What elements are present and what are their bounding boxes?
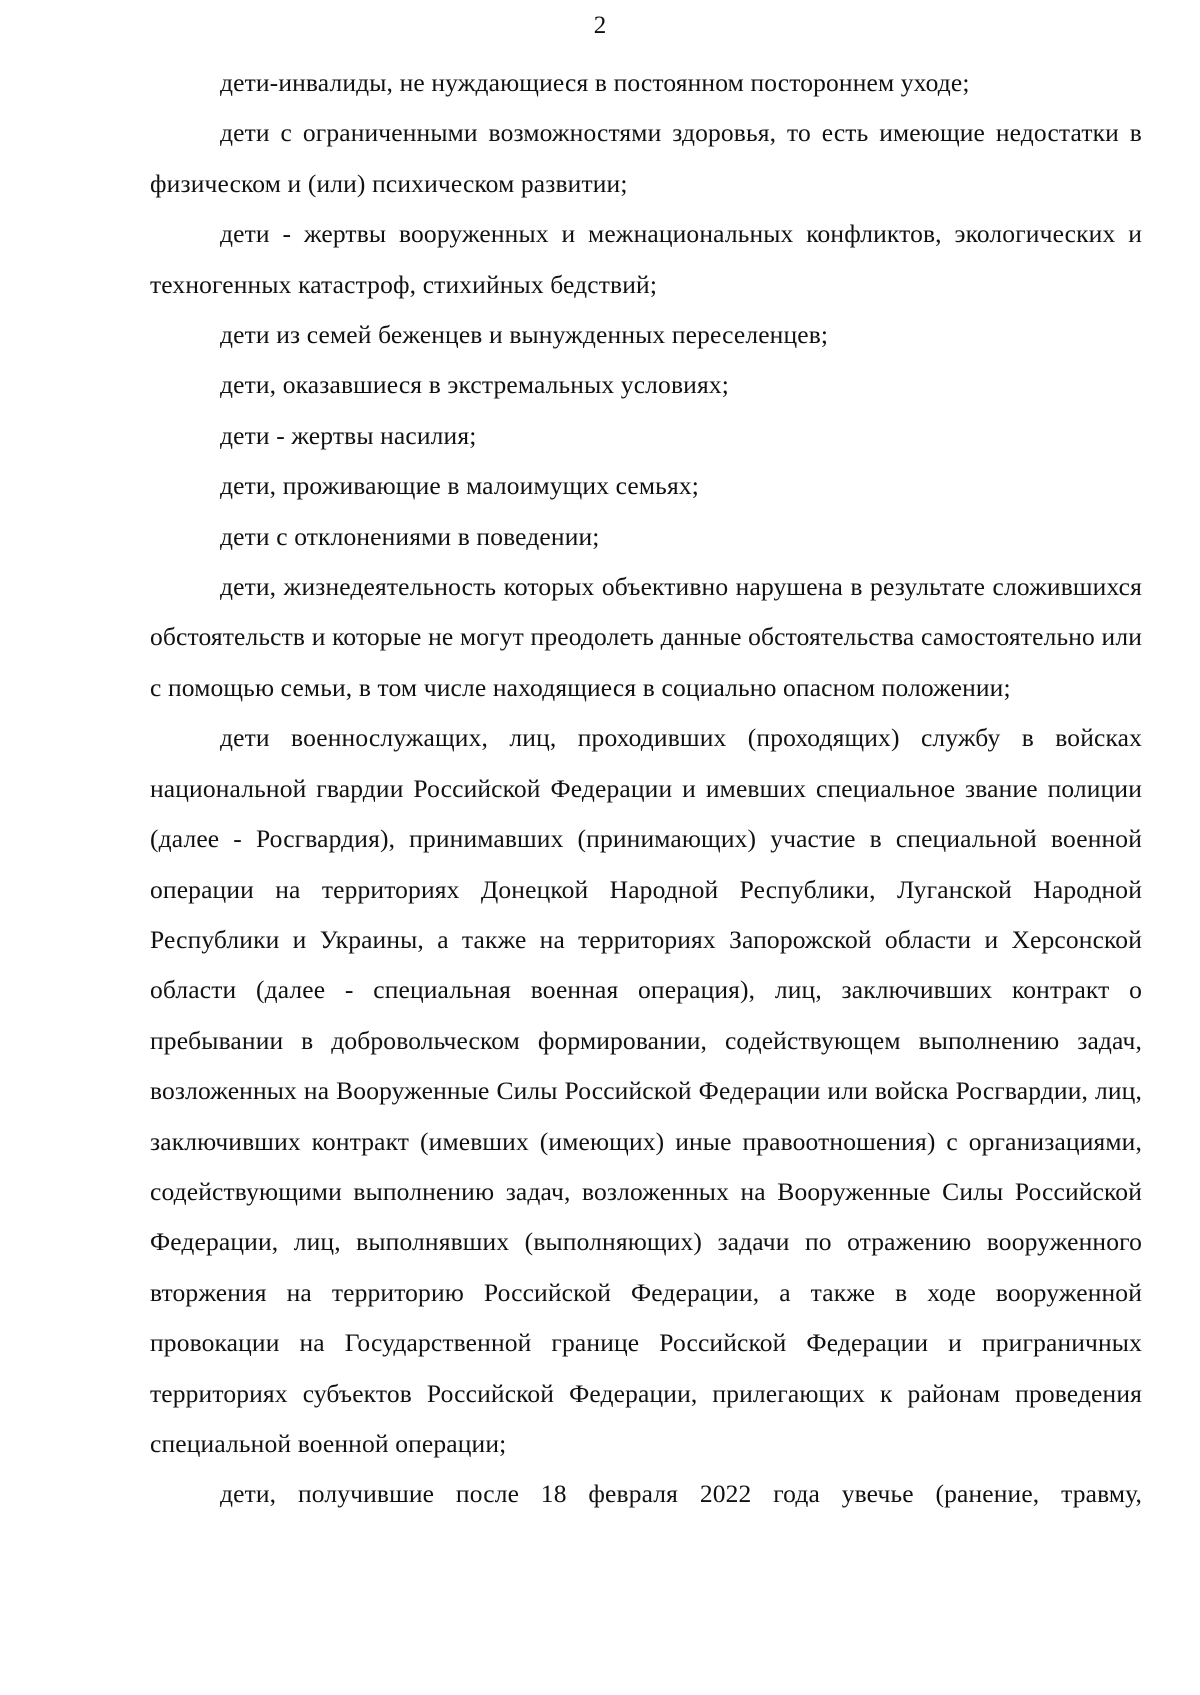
paragraph-extreme-conditions: дети, оказавшиеся в экстремальных условиях; bbox=[220, 370, 729, 400]
paragraph-conflict-victims: дети - жертвы вооруженных и межнациональных конфликтов, экологических и техногенных катастроф, стихийных бедствий; bbox=[150, 219, 1142, 299]
paragraph-disabled-children: дети-инвалиды, не нуждающиеся в постоянном постороннем уходе; bbox=[220, 68, 970, 97]
paragraph-limited-health: дети с ограниченными возможностями здоровья, то есть имеющие недостатки в физическом и (или) психическом развитии; bbox=[150, 118, 1142, 198]
page-number: 2 bbox=[593, 12, 607, 39]
paragraph-disrupted-life: дети, жизнедеятельность которых объективно нарушена в результате сложившихся обстоятельств и которые не могут преодолеть данные обстоятельства самостоятельно или с помощью семьи, в том числе находящиеся в социально опасном положении; bbox=[150, 572, 1142, 702]
document-body bbox=[150, 58, 1142, 1520]
paragraph-refugees: дети из семей беженцев и вынужденных переселенцев; bbox=[220, 320, 829, 350]
paragraph-military-children: дети военнослужащих, лиц, проходивших (проходящих) службу в войсках национальной гвардии Российской Федерации и имевших специальное звание полиции (далее - Росгвардия), принимавших (принимающих) участие в специальной военной операции на территориях Донецкой Народной Республики, Луганской Народной Республики и Украины, а также на территориях Запорожской области и Херсонской области (далее - специальная военная операция), лиц, заключивших контракт о пребывании в добровольческом формировании, содействующем выполнению задач, возложенных на Вооруженные Силы Российской Федерации или войска Росгвардии, лиц, заключивших контракт (имевших (имеющих) иные правоотношения) с организациями, содействующими выполнению задач, возложенных на Вооруженные Силы Российской Федерации, лиц, выполнявших (выполняющих) задачи по отражению вооруженного вторжения на территорию Российской Федерации, а также в ходе вооруженной провокации на Государственной границе Российской Федерации и приграничных территориях субъектов Российской Федерации, прилегающих к районам проведения специальной военной операции; bbox=[150, 723, 1142, 1458]
paragraph-violence-victims: дети - жертвы насилия; bbox=[220, 420, 477, 450]
paragraph-low-income: дети, проживающие в малоимущих семьях; bbox=[220, 471, 699, 501]
paragraph-behavior: дети с отклонениями в поведении; bbox=[220, 521, 600, 551]
paragraph-injured-children: дети, получившие после 18 февраля 2022 года увечье (ранение, травму, bbox=[220, 1479, 1142, 1509]
